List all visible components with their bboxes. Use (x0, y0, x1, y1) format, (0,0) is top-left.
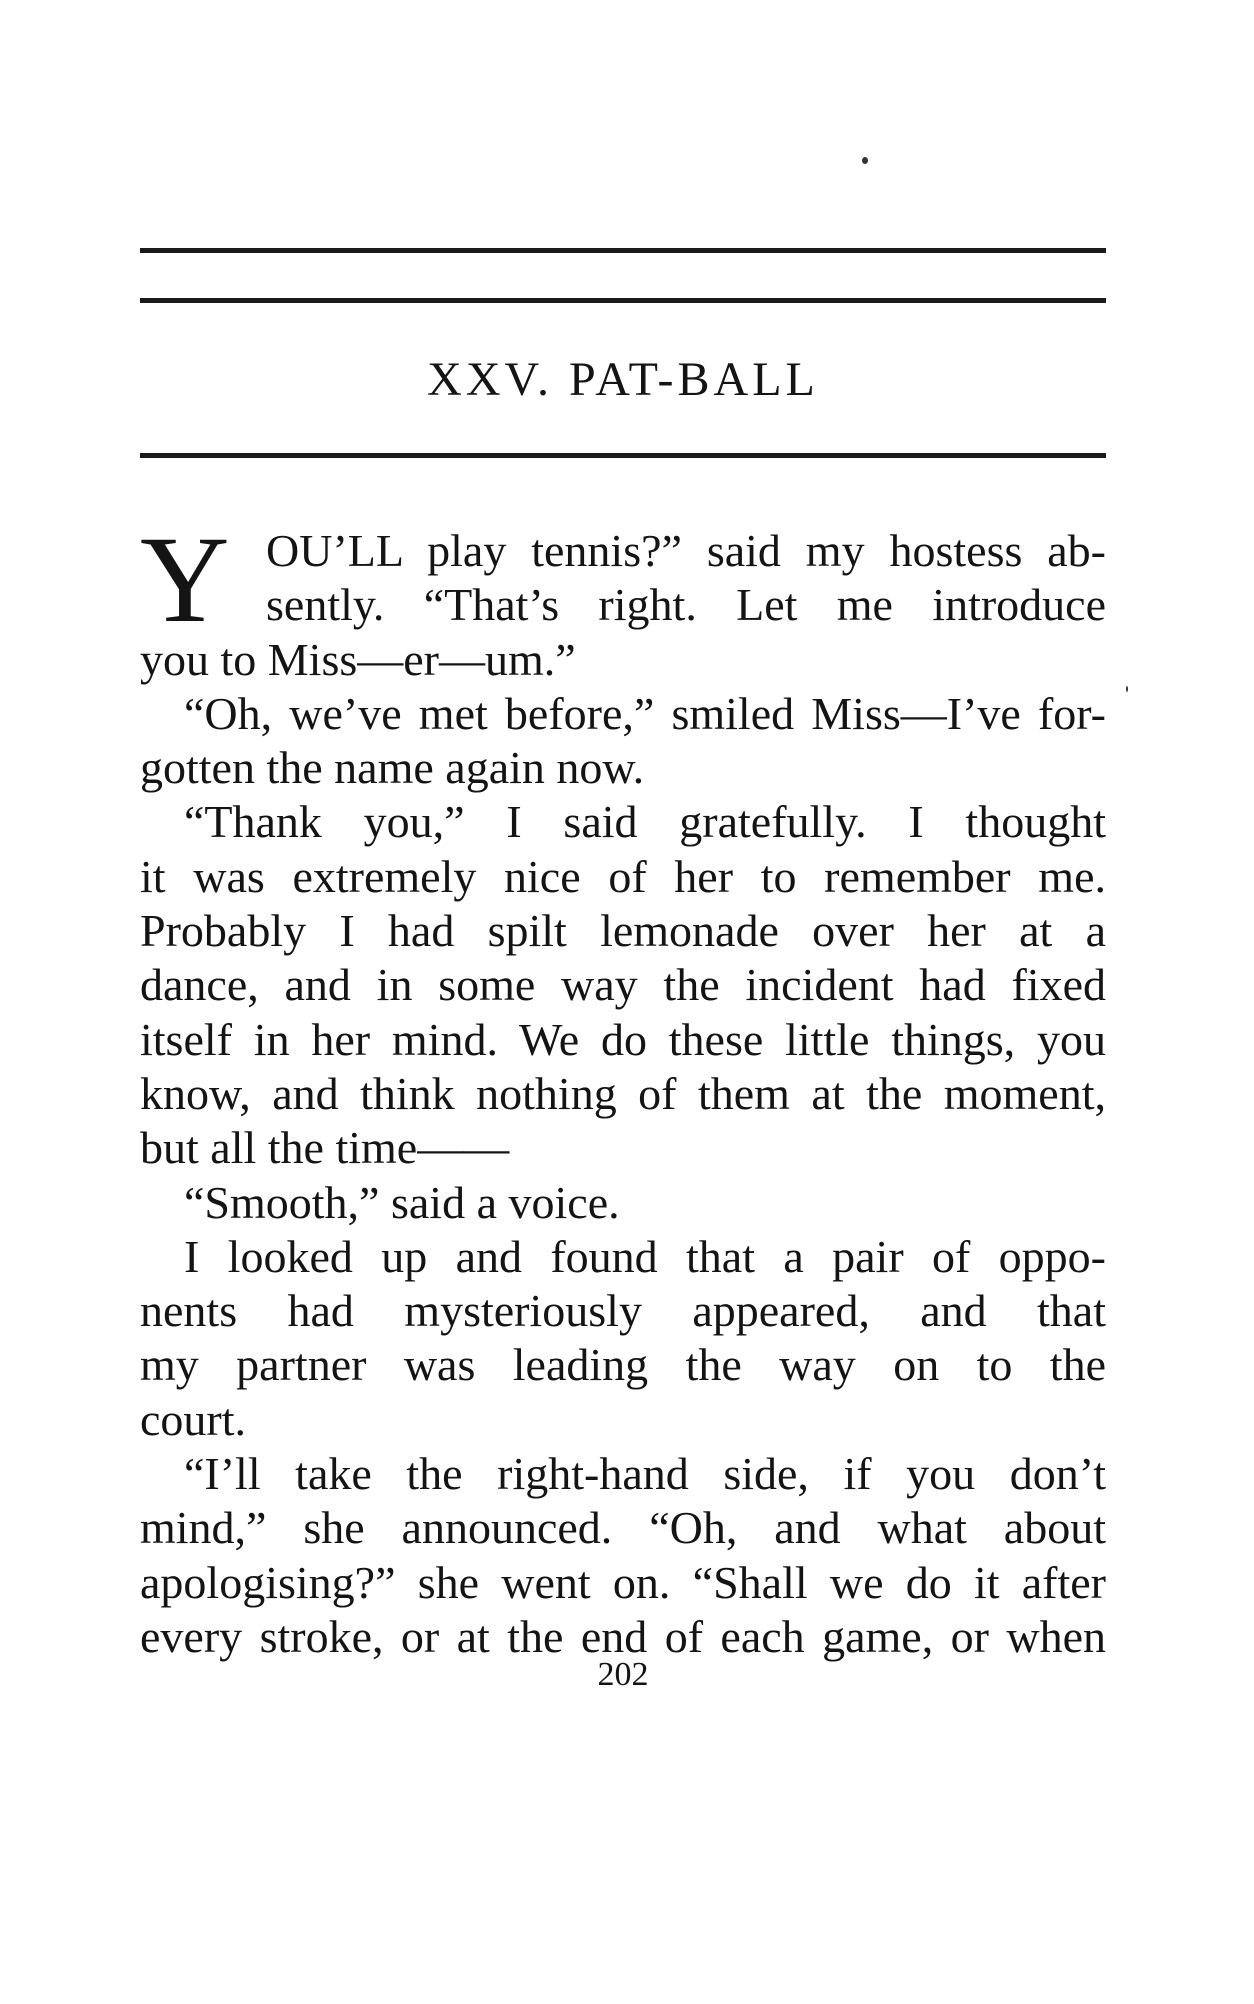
text-line: know, and think nothing of them at the moment, (140, 1067, 1106, 1119)
chapter-title: XXV. PAT-BALL (427, 353, 819, 406)
chapter-body (140, 511, 1106, 1664)
ink-speck (862, 157, 868, 164)
text-line: you to Miss—er—um.” (140, 633, 576, 685)
text-line: it was extremely nice of her to remember me. (140, 850, 1106, 902)
ink-speck (1126, 686, 1128, 692)
second-rule (140, 298, 1106, 303)
text-line: nents had mysteriously appeared, and that (140, 1285, 1106, 1337)
text-line: “I’ll take the right-hand side, if you don’t (184, 1448, 1106, 1500)
text-line: sently. “That’s right. Let me introduce (266, 579, 1106, 631)
text-line: “Thank you,” I said gratefully. I thought (184, 796, 1106, 848)
text-line: court. (140, 1393, 247, 1445)
drop-cap: Y (140, 511, 230, 648)
text-line: “Smooth,” said a voice. (184, 1176, 620, 1228)
text-line: I looked up and found that a pair of oppo- (184, 1230, 1106, 1282)
text-line: apologising?” she went on. “Shall we do it after (140, 1556, 1106, 1608)
line-text: OU’LL play tennis?” said my hostess ab- (266, 525, 1106, 576)
text-line: every stroke, or at the end of each game, or when (140, 1610, 1106, 1662)
text-line: Probably I had spilt lemonade over her at a (140, 905, 1106, 957)
text-line: “Oh, we’ve met before,” smiled Miss—I’ve for- (184, 687, 1106, 739)
top-rule (140, 248, 1106, 253)
text-line: dance, and in some way the incident had fixed (140, 959, 1106, 1011)
page-number: 202 (597, 1656, 649, 1693)
title-underline-rule (140, 453, 1106, 458)
text-line: itself in her mind. We do these little things, you (140, 1013, 1106, 1065)
text-line: mind,” she announced. “Oh, and what about (140, 1502, 1106, 1554)
text-line: but all the time—— (140, 1122, 510, 1174)
text-line: my partner was leading the way on to the (140, 1339, 1106, 1391)
text-line: gotten the name again now. (140, 742, 645, 794)
